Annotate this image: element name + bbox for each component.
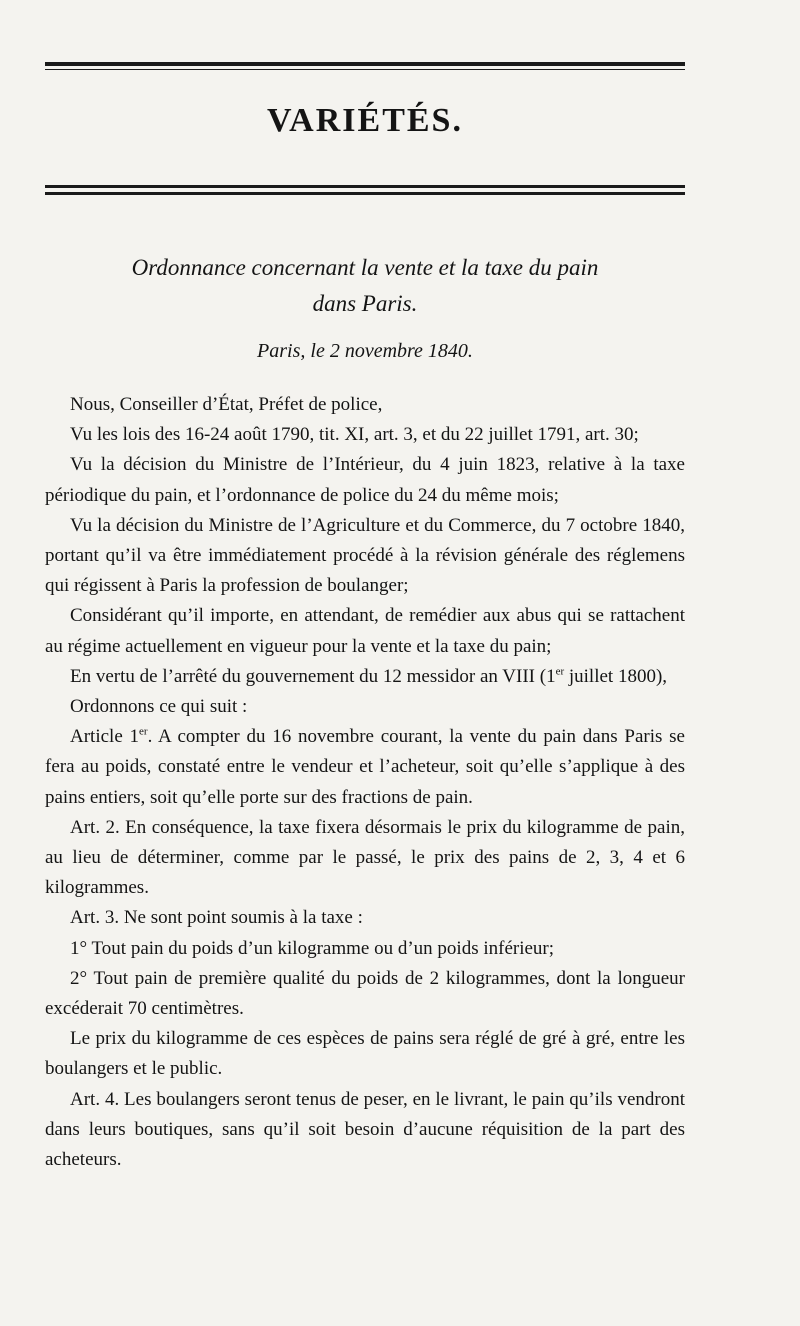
- article-1-label: Article 1: [70, 726, 140, 748]
- article-1-superscript: er: [139, 725, 148, 738]
- paragraph: Vu les lois des 16-24 août 1790, tit. XI, art. 3, et du 22 juillet 1791, art. 30;: [70, 424, 639, 446]
- arrete-text-before: En vertu de l’arrêté du gouvernement du 12 messidor an VIII (1: [70, 665, 556, 687]
- heading-line-1: Ordonnance concernant la vente et la taxe du pain: [131, 255, 599, 280]
- title-rule-lower: [45, 192, 685, 195]
- title-rule-upper: [45, 185, 685, 188]
- arrete-text-after: juillet 1800),: [564, 665, 668, 687]
- arrete-paragraph: [45, 662, 685, 692]
- arrete-superscript: er: [555, 665, 565, 678]
- article-1: [45, 722, 685, 813]
- ordonnance-heading: [40, 250, 690, 322]
- heading-line-2: dans Paris.: [312, 291, 418, 316]
- ordonnance-body: [45, 390, 685, 1175]
- article-1-text: . A compter du 16 novembre courant, la vente du pain dans Paris se fera au poids, constaté entre le vendeur et l’acheteur, soit qu’elle s’applique à des pains entiers, soit qu’elle porte sur des fractions de pain.: [45, 726, 685, 808]
- paragraph: Considérant qu’il importe, en attendant, de remédier aux abus qui se rattachent au régime actuellement en vigueur pour la vente et la taxe du pain;: [45, 605, 685, 657]
- article-3-item-2: 2° Tout pain de première qualité du poids de 2 kilogrammes, dont la longueur excéderait 70 centimètres.: [45, 967, 685, 1020]
- ordonnons-line: Ordonnons ce qui suit :: [70, 696, 248, 718]
- paragraph: Vu la décision du Ministre de l’Intérieur, du 4 juin 1823, relative à la taxe périodique du pain, et l’ordonnance de police du 24 du même mois;: [45, 454, 685, 506]
- article-4: Art. 4. Les boulangers seront tenus de peser, en le livrant, le pain qu’ils vendront dans leurs boutiques, sans qu’il soit besoin d’aucune réquisition de la part des acheteurs.: [45, 1088, 685, 1171]
- paragraph: Vu la décision du Ministre de l’Agriculture et du Commerce, du 7 octobre 1840, portant qu’il va être immédiatement procédé à la révision générale des réglemens qui régissent à Paris la profession de boulanger;: [45, 514, 685, 597]
- top-rule-thick: [45, 62, 685, 66]
- top-rule-thin: [45, 69, 685, 70]
- dateline: Paris, le 2 novembre 1840.: [257, 340, 473, 362]
- paragraph: Nous, Conseiller d’État, Préfet de police,: [70, 394, 383, 415]
- article-3-item-1: 1° Tout pain du poids d’un kilogramme ou d’un poids inférieur;: [70, 937, 555, 959]
- article-3: Art. 3. Ne sont point soumis à la taxe :: [70, 907, 363, 929]
- article-2: Art. 2. En conséquence, la taxe fixera désormais le prix du kilogramme de pain, au lieu de déterminer, comme par le passé, le prix des pains de 2, 3, 4 et 6 kilogrammes.: [45, 816, 685, 899]
- article-3-note: Le prix du kilogramme de ces espèces de pains sera réglé de gré à gré, entre les boulangers et le public.: [45, 1028, 685, 1080]
- section-title: VARIÉTÉS.: [267, 102, 463, 139]
